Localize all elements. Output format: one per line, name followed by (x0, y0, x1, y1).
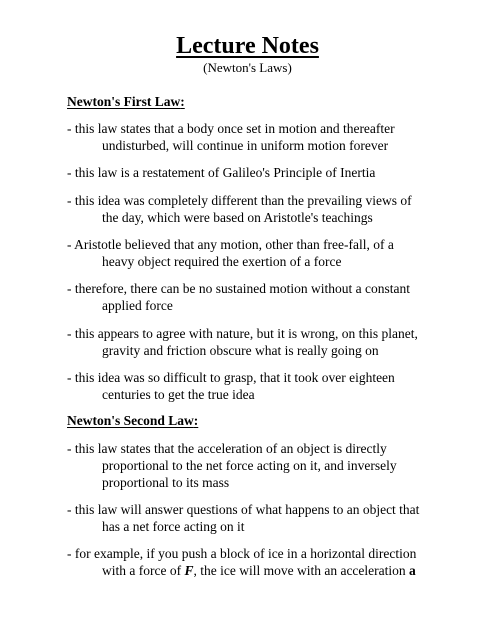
page-subtitle: (Newton's Laws) (203, 60, 292, 75)
section-heading-colon: : (193, 413, 199, 428)
force-symbol: F (184, 563, 194, 578)
list-item-line: the day, which were based on Aristotle's teachings (102, 210, 373, 225)
list-item-line: - therefore, there can be no sustained motion without a constant (67, 281, 411, 296)
list-item-line: proportional to its mass (102, 475, 230, 490)
list-item (67, 236, 427, 270)
list-item (67, 192, 427, 226)
list-item-line: - this appears to agree with nature, but it is wrong, on this planet, (67, 326, 418, 341)
list-item (67, 501, 427, 535)
list-item (67, 325, 427, 359)
list-item (67, 369, 427, 403)
list-item-line: - this law states that the acceleration of an object is directly (67, 441, 387, 456)
text-run: with a force of (102, 563, 185, 578)
list-item-line: has a net force acting on it (102, 519, 245, 534)
list-item (67, 164, 427, 181)
list-item-line: gravity and friction obscure what is really going on (102, 343, 379, 358)
list-item-line: - this law states that a body once set in motion and thereafter (67, 121, 395, 136)
section-heading-text: Newton's First Law (67, 94, 181, 109)
section-heading-colon: : (180, 94, 185, 109)
section-heading-text: Newton's Second Law (67, 413, 194, 428)
list-item (67, 120, 427, 154)
list-item-line: - this law will answer questions of what happens to an object that (67, 502, 420, 517)
list-item (67, 440, 427, 491)
list-item-line: centuries to get the true idea (102, 387, 255, 402)
list-item-line: - Aristotle believed that any motion, other than free-fall, of a (67, 237, 394, 252)
list-item (67, 545, 427, 579)
list-item-line: - for example, if you push a block of ice in a horizontal direction (67, 546, 417, 561)
list-item (67, 280, 427, 314)
acceleration-symbol: a (409, 563, 416, 578)
section-heading-first-law (67, 94, 185, 110)
page-title: Lecture Notes (176, 33, 319, 59)
list-item-line: - this idea was completely different than the prevailing views of (67, 193, 412, 208)
text-run: , the ice will move with an acceleration (193, 563, 410, 578)
list-item-line: heavy object required the exertion of a force (102, 254, 342, 269)
list-item-line (67, 562, 427, 579)
list-item-line: undisturbed, will continue in uniform motion forever (102, 138, 389, 153)
section-heading-second-law (67, 413, 198, 429)
list-item-line: applied force (102, 298, 173, 313)
list-item-line: - this law is a restatement of Galileo's Principle of Inertia (67, 165, 376, 180)
list-item-line: - this idea was so difficult to grasp, that it took over eighteen (67, 370, 395, 385)
list-item-line: proportional to the net force acting on it, and inversely (102, 458, 397, 473)
